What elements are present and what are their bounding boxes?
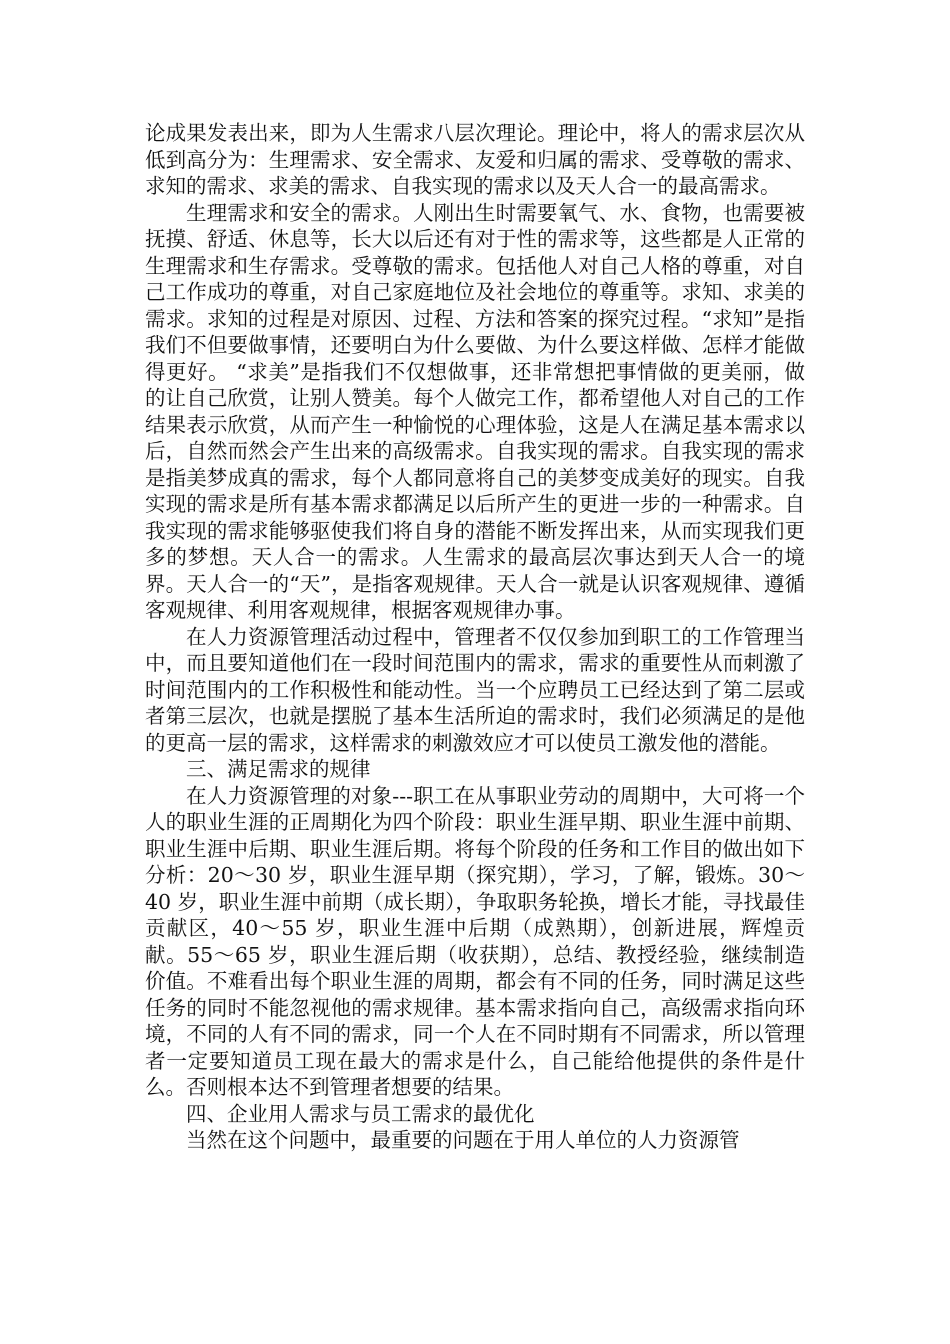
paragraph-intro-continuation: 论成果发表出来，即为人生需求八层次理论。理论中，将人的需求层次从低到高分为：生理需求、安全需求、友爱和归属的需求、受尊敬的需求、求知的需求、求美的需求、自我实现的需求以及天人合一的最高需求。 bbox=[145, 121, 805, 198]
paragraph-optimization-start: 当然在这个问题中，最重要的问题在于用人单位的人力资源管 bbox=[186, 1128, 740, 1152]
paragraph-career-stages: 在人力资源管理的对象---职工在从事职业劳动的周期中，大可将一个人的职业生涯的正周期化为四个阶段：职业生涯早期、职业生涯中前期、职业生涯中后期、职业生涯后期。将每个阶段的任务和工作目的做出如下分析：20～30 岁，职业生涯早期（探究期），学习，了解，锻炼。30～40 岁，职业生涯中前期（成长期），争取职务轮换，增长才能，寻找最佳贡献区，40～55 岁，职业生涯中后期（成熟期），创新进展，辉煌贡献。55～65 岁，职业生涯后期（收获期），总结、教授经验，继续制造价值。不难看出每个职业生涯的周期，都会有不同的任务，同时满足这些任务的同时不能忽视他的需求规律。基本需求指向自己，高级需求指向环境，不同的人有不同的需求，同一个人在不同时期有不同需求，所以管理者一定要知道员工现在最大的需求是什么，自己能给他提供的条件是什么。否则根本达不到管理者想要的结果。 bbox=[145, 783, 805, 1099]
paragraph-hr-management: 在人力资源管理活动过程中，管理者不仅仅参加到职工的工作管理当中，而且要知道他们在一段时间范围内的需求，需求的重要性从而刺激了时间范围内的工作积极性和能动性。当一个应聘员工已经达到了第二层或者第三层次，也就是摆脱了基本生活所迫的需求时，我们必须满足的是他的更高一层的需求，这样需求的刺激效应才可以使员工激发他的潜能。 bbox=[145, 624, 805, 755]
section-heading-3: 三、满足需求的规律 bbox=[186, 757, 371, 781]
paragraph-needs-hierarchy: 生理需求和安全的需求。人刚出生时需要氧气、水、食物，也需要被抚摸、舒适、休息等，长大以后还有对于性的需求等，这些都是人正常的生理需求和生存需求。受尊敬的需求。包括他人对自己人格的尊重，对自己工作成功的尊重，对自己家庭地位及社会地位的尊重等。求知、求美的需求。求知的过程是对原因、过程、方法和答案的探究过程。“求知”是指我们不但要做事情，还要明白为什么要做、为什么要这样做、怎样才能做得更好。 “求美”是指我们不仅想做事，还非常想把事情做的更美丽，做的让自己欣赏，让别人赞美。每个人做完工作，都希望他人对自己的工作结果表示欣赏，从而产生一种愉悦的心理体验，这是人在满足基本需求以后，自然而然会产生出来的高级需求。自我实现的需求。自我实现的需求是指美梦成真的需求，每个人都同意将自己的美梦变成美好的现实。自我实现的需求是所有基本需求都满足以后所产生的更进一步的一种需求。自我实现的需求能够驱使我们将自身的潜能不断发挥出来，从而实现我们更多的梦想。天人合一的需求。人生需求的最高层次事达到天人合一的境界。天人合一的“天”，是指客观规律。天人合一就是认识客观规律、遵循客观规律、利用客观规律，根据客观规律办事。 bbox=[145, 200, 805, 622]
section-heading-4: 四、企业用人需求与员工需求的最优化 bbox=[186, 1101, 535, 1126]
document-page bbox=[145, 120, 805, 1154]
